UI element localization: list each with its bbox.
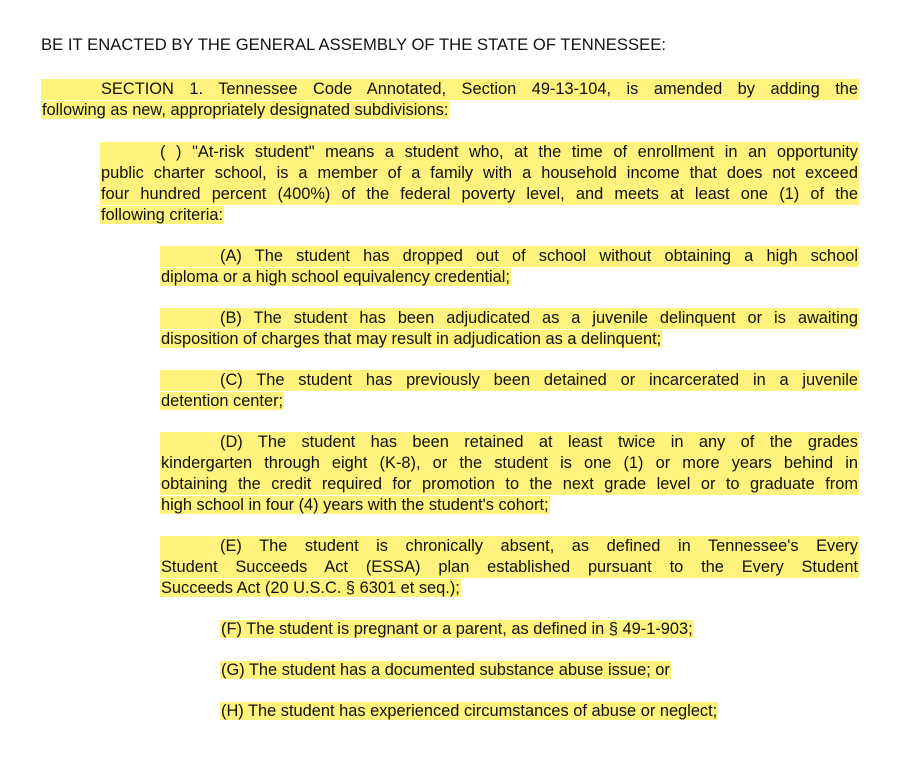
criterion-h-line-1 <box>220 701 718 722</box>
definition-text-4: following criteria: <box>101 206 224 224</box>
definition-text-2: public charter school, is a member of a family with a household income that does not exceed <box>101 164 858 182</box>
criterion-h-text-1: (H) The student has experienced circumstances of abuse or neglect; <box>221 702 718 720</box>
definition-line-4 <box>100 205 859 226</box>
criterion-c-line-2 <box>160 391 859 412</box>
criterion-d-text-2: kindergarten through eight (K-8), or the student is one (1) or more years behind in <box>161 454 858 472</box>
enactment-heading: BE IT ENACTED BY THE GENERAL ASSEMBLY OF THE STATE OF TENNESSEE: <box>41 35 667 54</box>
definition-line-2 <box>100 163 859 184</box>
criterion-e-line-3 <box>160 578 859 599</box>
criterion-e-line-1 <box>160 536 859 557</box>
criterion-g-line-1 <box>220 660 671 681</box>
criterion-f-line-1 <box>220 619 694 640</box>
criterion-b-text-1: (B) The student has been adjudicated as a juvenile delinquent or is awaiting <box>160 308 859 329</box>
criterion-a-text-2: diploma or a high school equivalency credential; <box>161 268 510 286</box>
criterion-e-text-3: Succeeds Act (20 U.S.C. § 6301 et seq.); <box>161 579 460 597</box>
criterion-d-text-3: obtaining the credit required for promotion to the next grade level or to graduate from <box>161 475 858 493</box>
criterion-d-line-3 <box>160 474 859 495</box>
criterion-g-text-1: (G) The student has a documented substance abuse issue; or <box>221 661 670 679</box>
criterion-d-line-4 <box>160 495 859 516</box>
criterion-b-line-2 <box>160 329 859 350</box>
criterion-e-text-1: (E) The student is chronically absent, as defined in Tennessee's Every <box>160 536 859 557</box>
section-1-line-2 <box>41 100 859 121</box>
criterion-a-line-1 <box>160 246 859 267</box>
definition-text-1: ( ) "At-risk student" means a student who, at the time of enrollment in an opportunity <box>100 142 859 163</box>
criterion-a-line-2 <box>160 267 859 288</box>
criterion-d-text-4: high school in four (4) years with the student's cohort; <box>161 496 549 514</box>
section-1-line-1 <box>41 79 859 100</box>
criterion-c-line-1 <box>160 370 859 391</box>
criterion-a-text-1: (A) The student has dropped out of school without obtaining a high school <box>160 246 859 267</box>
criterion-b-text-2: disposition of charges that may result in adjudication as a delinquent; <box>161 330 662 348</box>
definition-line-1 <box>100 142 859 163</box>
criterion-c-text-1: (C) The student has previously been detained or incarcerated in a juvenile <box>160 370 859 391</box>
criterion-f-text-1: (F) The student is pregnant or a parent, as defined in § 49-1-903; <box>221 620 693 638</box>
criterion-d-text-1: (D) The student has been retained at least twice in any of the grades <box>160 432 859 453</box>
criterion-e-line-2 <box>160 557 859 578</box>
definition-line-3 <box>100 184 859 205</box>
definition-text-3: four hundred percent (400%) of the federal poverty level, and meets at least one (1) of the <box>101 185 858 203</box>
criterion-e-text-2: Student Succeeds Act (ESSA) plan established pursuant to the Every Student <box>161 558 858 576</box>
criterion-d-line-1 <box>160 432 859 453</box>
section-1-text-1: SECTION 1. Tennessee Code Annotated, Section 49-13-104, is amended by adding the <box>41 79 859 100</box>
criterion-b-line-1 <box>160 308 859 329</box>
section-1-text-2: following as new, appropriately designated subdivisions: <box>42 101 449 119</box>
criterion-d-line-2 <box>160 453 859 474</box>
criterion-c-text-2: detention center; <box>161 392 284 410</box>
